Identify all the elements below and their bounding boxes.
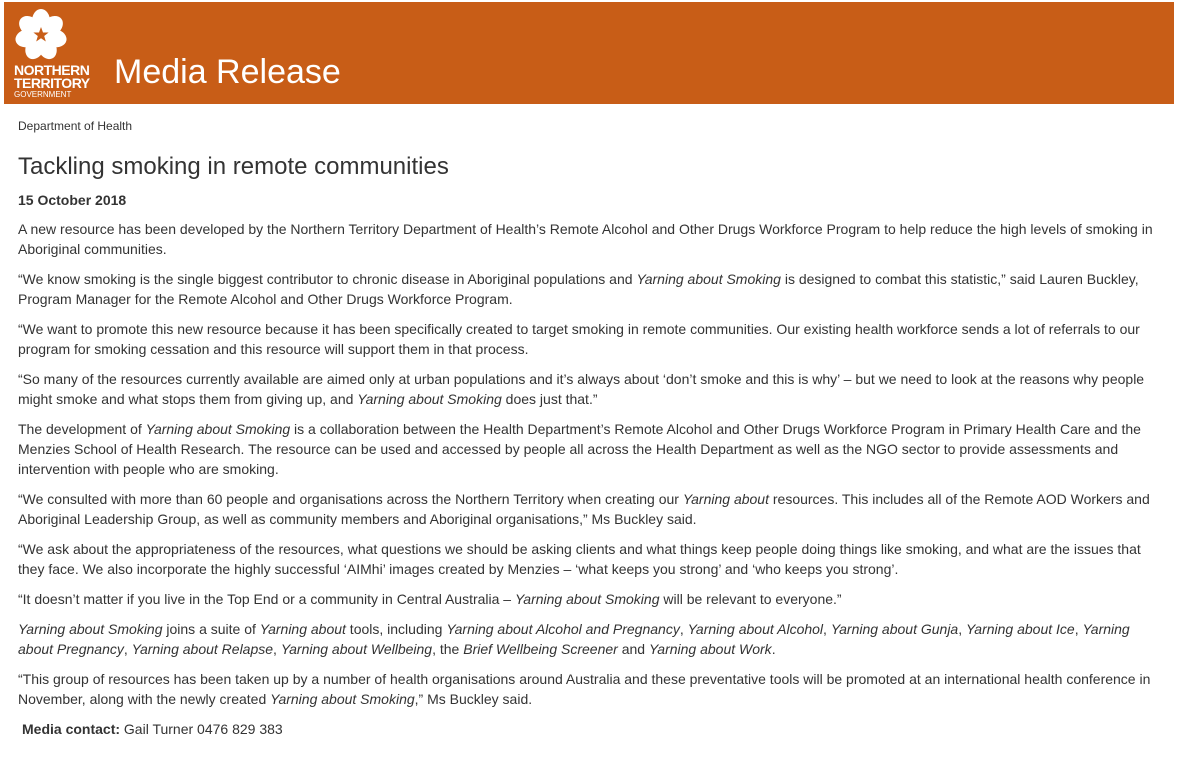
- release-content: [18, 118, 1163, 739]
- logo-line-2: TERRITORY: [14, 75, 90, 91]
- media-contact: [22, 719, 1163, 739]
- italic-title-text: Yarning about Smoking: [357, 391, 502, 407]
- paragraph-5: [18, 419, 1163, 479]
- italic-title-text: Yarning about Work: [648, 641, 772, 657]
- paragraph-text: “We want to promote this new resource because it has been specifically created to target smoking in remote communities. Our existing health workforce sends a lot of referrals to our program for smoking cessation and this resource will support them in that process.: [18, 321, 1140, 357]
- paragraph-text: ,” Ms Buckley said.: [414, 691, 533, 707]
- italic-title-text: Yarning about Pregnancy: [18, 621, 1130, 657]
- paragraph-text: ,: [823, 621, 831, 637]
- paragraph-text: “This group of resources has been taken up by a number of health organisations around Australia and these preventative tools will be promoted at an international health conference in November, along with the newly created: [18, 671, 1151, 707]
- logo-wordmark: [14, 64, 94, 99]
- paragraph-text: “We consulted with more than 60 people and organisations across the Northern Territory when creating our: [18, 491, 683, 507]
- paragraph-text: “We ask about the appropriateness of the resources, what questions we should be asking clients and what things keep people doing things like smoking, and what are the issues that they face. We also incorporate the highly successful ‘AIMhi’ images created by Menzies – ‘what keeps you strong’ and ‘who keeps you strong’.: [18, 541, 1141, 577]
- italic-title-text: Yarning about Alcohol: [687, 621, 824, 637]
- headline: Tackling smoking in remote communities: [18, 153, 449, 180]
- paragraph-text: “So many of the resources currently available are aimed only at urban populations and it’s always about ‘don’t smoke and this is why’ – but we need to look at the reasons why people might smoke and what stops them from giving up, and: [18, 371, 1145, 407]
- paragraph-text: ,: [958, 621, 966, 637]
- italic-title-text: Yarning about Smoking: [270, 691, 415, 707]
- paragraph-text: .: [771, 641, 776, 657]
- paragraph-text: ,: [1074, 621, 1083, 637]
- header-banner: [4, 2, 1174, 104]
- italic-title-text: Yarning about Alcohol and Pregnancy: [446, 621, 680, 637]
- paragraph-text: is designed to combat this statistic,” said Lauren Buckley, Program Manager for the Remote Alcohol and Other Drugs Workforce Program.: [18, 271, 1139, 307]
- paragraph-6: [18, 489, 1163, 529]
- paragraph-text: “We know smoking is the single biggest contributor to chronic disease in Aboriginal populations and: [18, 271, 637, 287]
- paragraph-text: ,: [273, 641, 281, 657]
- italic-title-text: Yarning about Relapse: [131, 641, 274, 657]
- italic-title-text: Yarning about Smoking: [514, 591, 660, 607]
- paragraph-9: [18, 619, 1163, 659]
- italic-title-text: Yarning about Smoking: [18, 621, 163, 637]
- paragraph-text: ,: [123, 641, 132, 657]
- paragraph-text: “It doesn’t matter if you live in the Top End or a community in Central Australia –: [18, 591, 515, 607]
- italic-title-text: Brief Wellbeing Screener: [463, 641, 618, 657]
- paragraph-text: ,: [679, 621, 688, 637]
- paragraph-3: [18, 319, 1163, 359]
- paragraph-text: and: [617, 641, 649, 657]
- italic-title-text: Yarning about Smoking: [636, 271, 781, 287]
- paragraph-2: [18, 269, 1163, 309]
- paragraph-text: will be relevant to everyone.”: [659, 591, 842, 607]
- paragraph-text: does just that.”: [501, 391, 598, 407]
- paragraph-text: joins a suite of: [162, 621, 260, 637]
- paragraph-7: [18, 539, 1163, 579]
- italic-title-text: Yarning about Ice: [966, 621, 1075, 637]
- nt-government-logo: [14, 8, 94, 102]
- flower-icon: [14, 8, 68, 62]
- paragraph-text: resources. This includes all of the Remote AOD Workers and Aboriginal Leadership Group, as well as community members and Aboriginal organisations,” Ms Buckley said.: [18, 491, 1150, 527]
- italic-title-text: Yarning about: [259, 621, 346, 637]
- media-contact-value: Gail Turner 0476 829 383: [120, 721, 283, 737]
- paragraph-text: tools, including: [345, 621, 447, 637]
- department-name: Department of Health: [18, 119, 133, 133]
- italic-title-text: Yarning about: [682, 491, 769, 507]
- media-contact-label: Media contact:: [22, 721, 121, 737]
- paragraph-1: [18, 219, 1163, 259]
- italic-title-text: Yarning about Gunja: [830, 621, 959, 637]
- italic-title-text: Yarning about Wellbeing: [280, 641, 433, 657]
- paragraph-text: A new resource has been developed by the Northern Territory Department of Health’s Remote Alcohol and Other Drugs Workforce Program to help reduce the high levels of smoking in Aboriginal communities.: [18, 221, 1153, 257]
- banner-title: Media Release: [114, 53, 341, 91]
- release-date: 15 October 2018: [18, 192, 127, 208]
- paragraph-text: The development of: [18, 421, 146, 437]
- paragraph-text: is a collaboration between the Health Department’s Remote Alcohol and Other Drugs Workforce Program in Primary Health Care and the Menzies School of Health Research. The resource can be used and accessed by people all across the Health Department as well as the NGO sector to provide assessments and intervention with people who are smoking.: [18, 421, 1141, 477]
- logo-line-3: GOVERNMENT: [14, 90, 72, 99]
- paragraph-8: [18, 589, 1163, 609]
- paragraph-4: [18, 369, 1163, 409]
- paragraph-10: [18, 669, 1163, 709]
- italic-title-text: Yarning about Smoking: [145, 421, 291, 437]
- paragraph-text: , the: [432, 641, 464, 657]
- logo-line-1: NORTHERN: [14, 62, 90, 78]
